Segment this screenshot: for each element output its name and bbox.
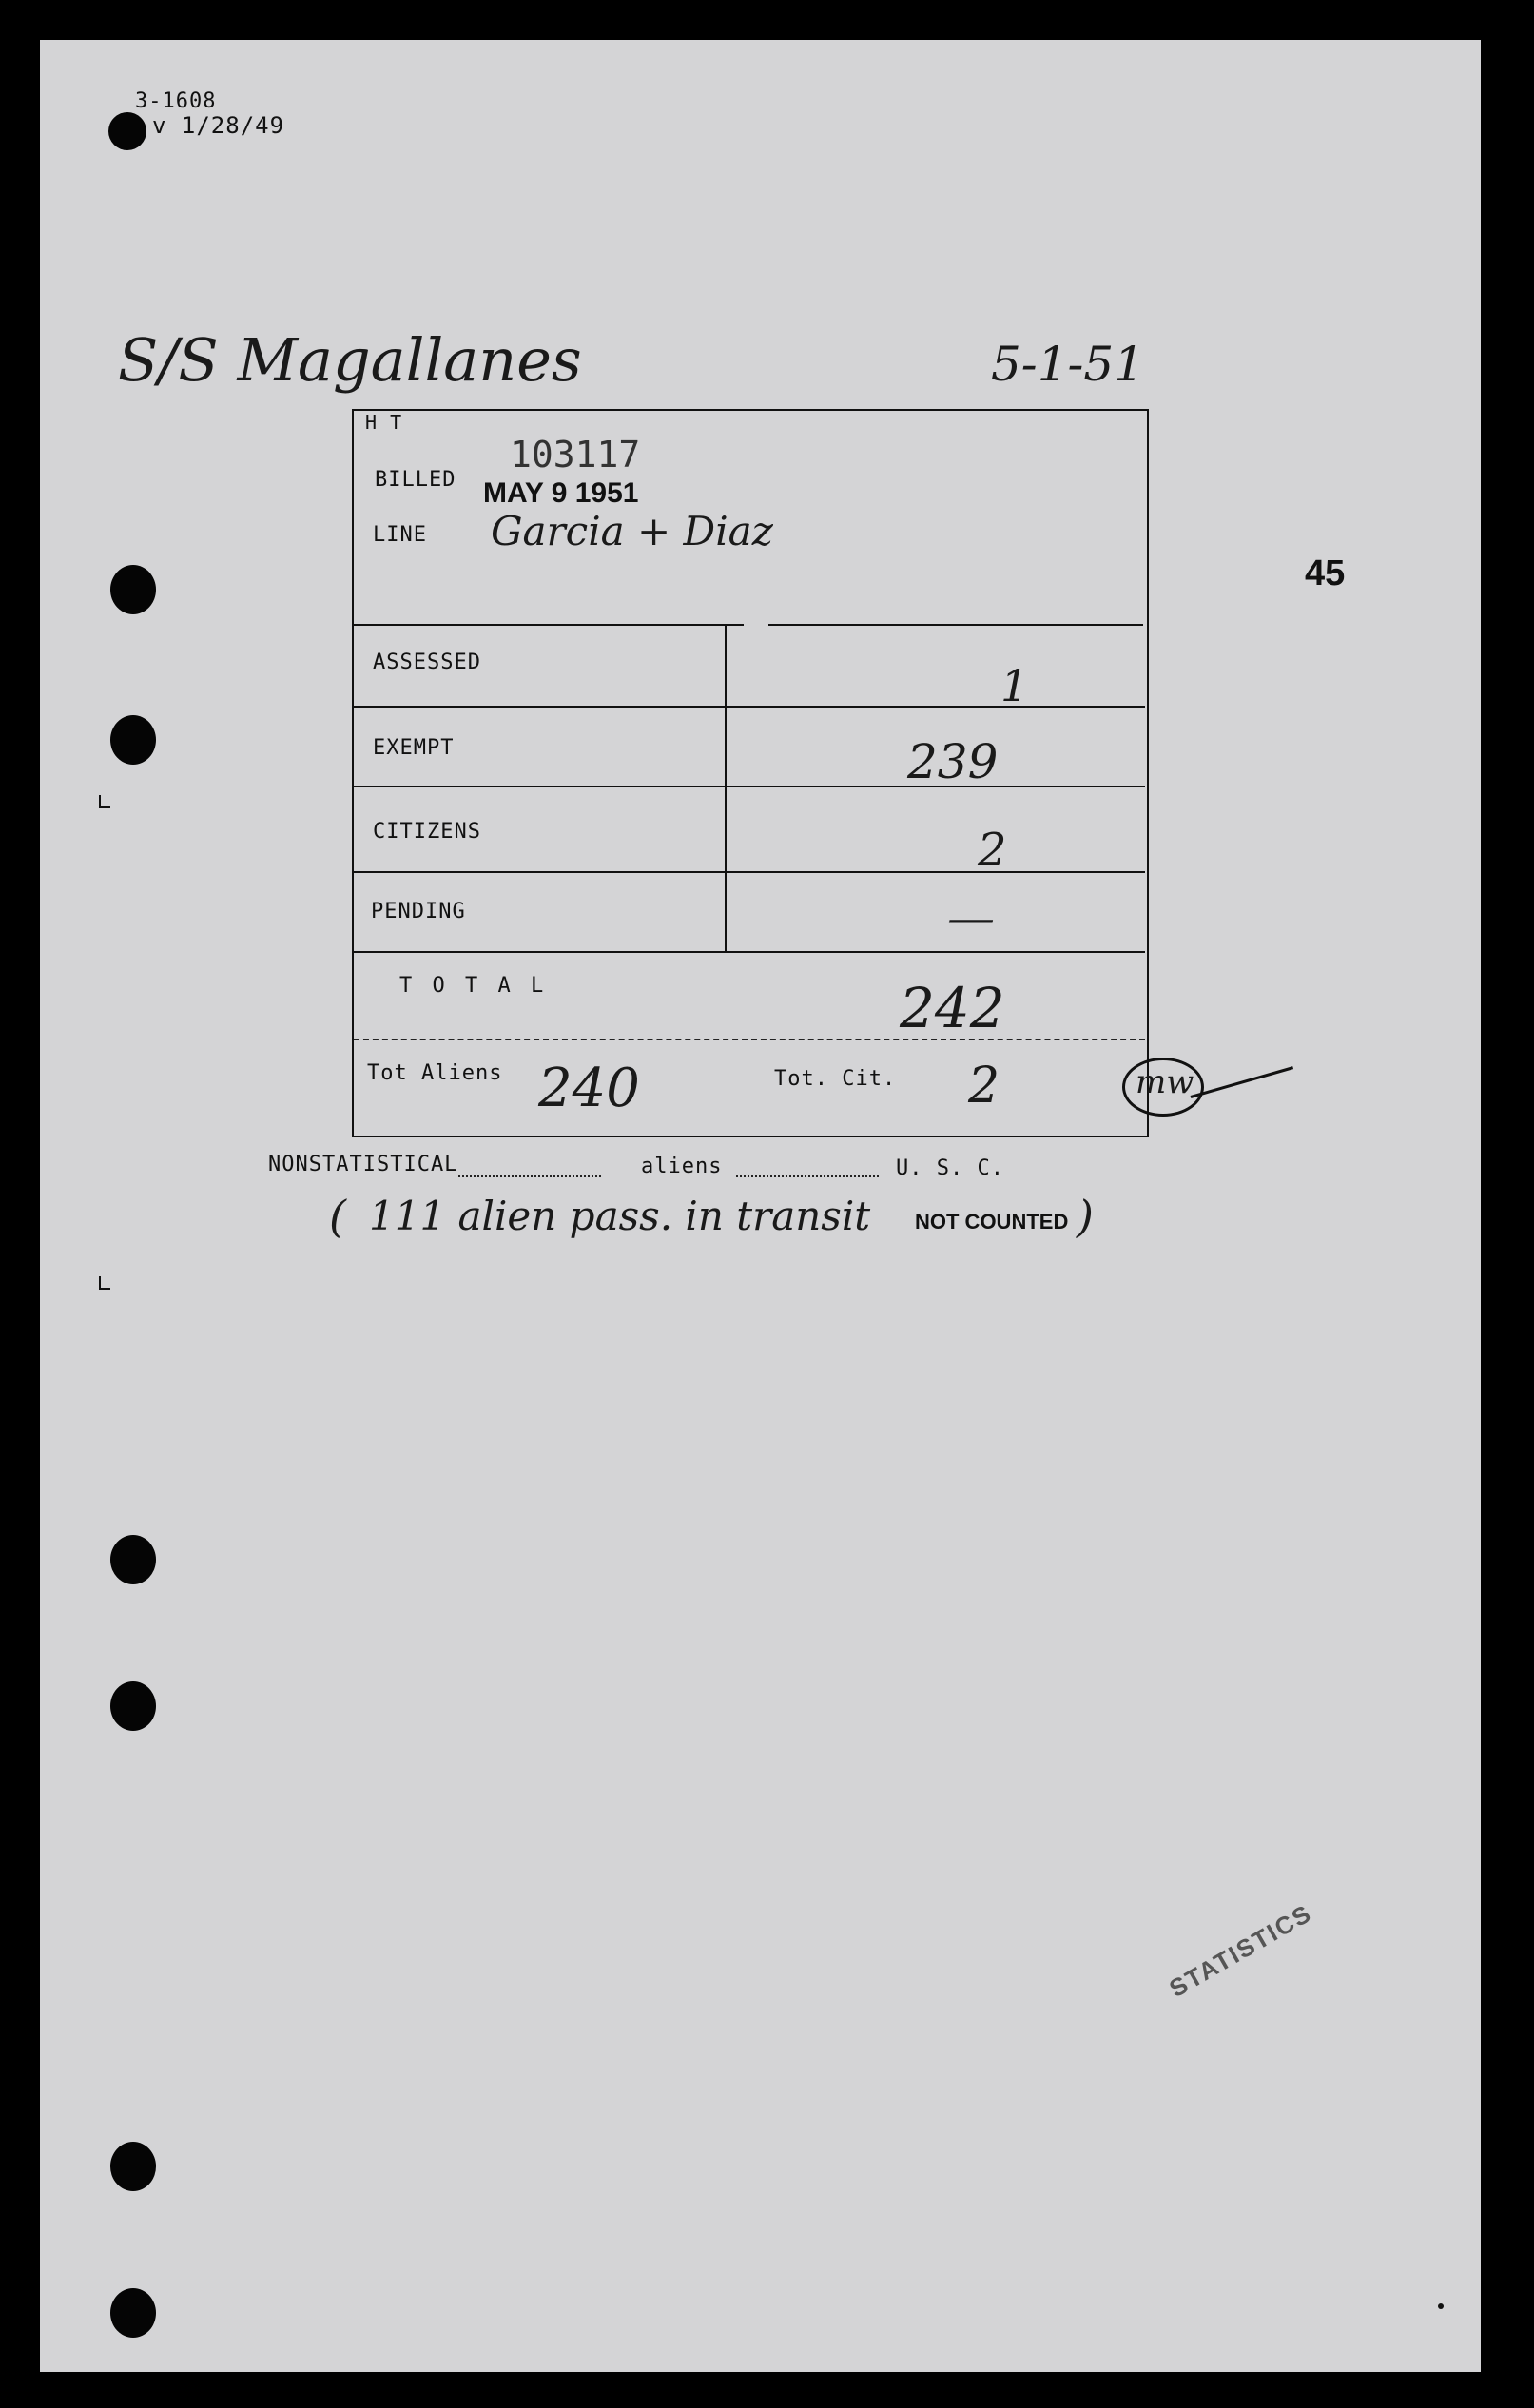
tot-cit-value: 2 (968, 1058, 1000, 1115)
line-value: Garcia + Diaz (491, 508, 773, 554)
initials-flourish (1191, 1066, 1293, 1098)
row-value-assessed: 1 (1000, 660, 1029, 711)
total-value: 242 (900, 976, 1005, 1040)
rule (354, 1039, 1145, 1040)
note-close-paren: ) (1077, 1191, 1094, 1242)
row-label-pending: PENDING (371, 900, 466, 923)
statistics-stamp: STATISTICS (1164, 1898, 1317, 2004)
row-label-assessed: ASSESSED (373, 651, 481, 674)
initials-text: mw (1136, 1063, 1194, 1101)
billed-label: BILLED (375, 468, 456, 492)
row-value-citizens: 2 (978, 824, 1007, 877)
header-date: 5-1-51 (991, 337, 1145, 392)
rule (354, 786, 1145, 787)
nonstat-blank (458, 1175, 601, 1177)
note-stamp: NOT COUNTED (915, 1210, 1069, 1233)
punch-hole (110, 1535, 156, 1584)
rule (768, 624, 1143, 626)
tot-aliens-value: 240 (538, 1058, 640, 1119)
note-open-paren: ( (329, 1191, 346, 1242)
rule (354, 951, 1145, 953)
ht-label: H T (365, 411, 403, 434)
margin-mark (99, 795, 110, 808)
billed-date: MAY 9 1951 (483, 477, 639, 509)
nonstat-aliens-label: aliens (641, 1155, 723, 1178)
speck (1438, 2303, 1444, 2309)
row-label-citizens: CITIZENS (373, 820, 481, 844)
punch-hole (110, 565, 156, 614)
column-divider (725, 626, 727, 951)
nonstat-label: NONSTATISTICAL (268, 1153, 458, 1176)
row-value-exempt: 239 (907, 734, 999, 789)
punch-hole (110, 2288, 156, 2338)
punch-hole (110, 715, 156, 765)
punch-hole (108, 112, 146, 150)
rule (354, 871, 1145, 873)
tot-aliens-label: Tot Aliens (367, 1061, 503, 1085)
bill-number: 103117 (510, 434, 641, 476)
document-page (40, 40, 1481, 2372)
line-label: LINE (373, 523, 427, 547)
side-mark: 45 (1305, 553, 1346, 593)
note-handwritten: 111 alien pass. in transit (369, 1193, 871, 1239)
margin-mark (99, 1276, 110, 1290)
usc-blank (736, 1175, 879, 1177)
total-label: T O T A L (399, 974, 548, 998)
tot-cit-label: Tot. Cit. (774, 1067, 897, 1091)
rule (354, 624, 744, 626)
vessel-name: S/S Magallanes (118, 325, 582, 395)
punch-hole (110, 2142, 156, 2191)
punch-hole (110, 1681, 156, 1731)
row-value-pending: — (947, 890, 995, 945)
row-label-exempt: EXEMPT (373, 736, 455, 760)
nonstat-usc-label: U. S. C. (896, 1156, 1004, 1180)
form-number: 3-1608 (135, 89, 217, 113)
form-revision: v 1/28/49 (152, 112, 285, 139)
